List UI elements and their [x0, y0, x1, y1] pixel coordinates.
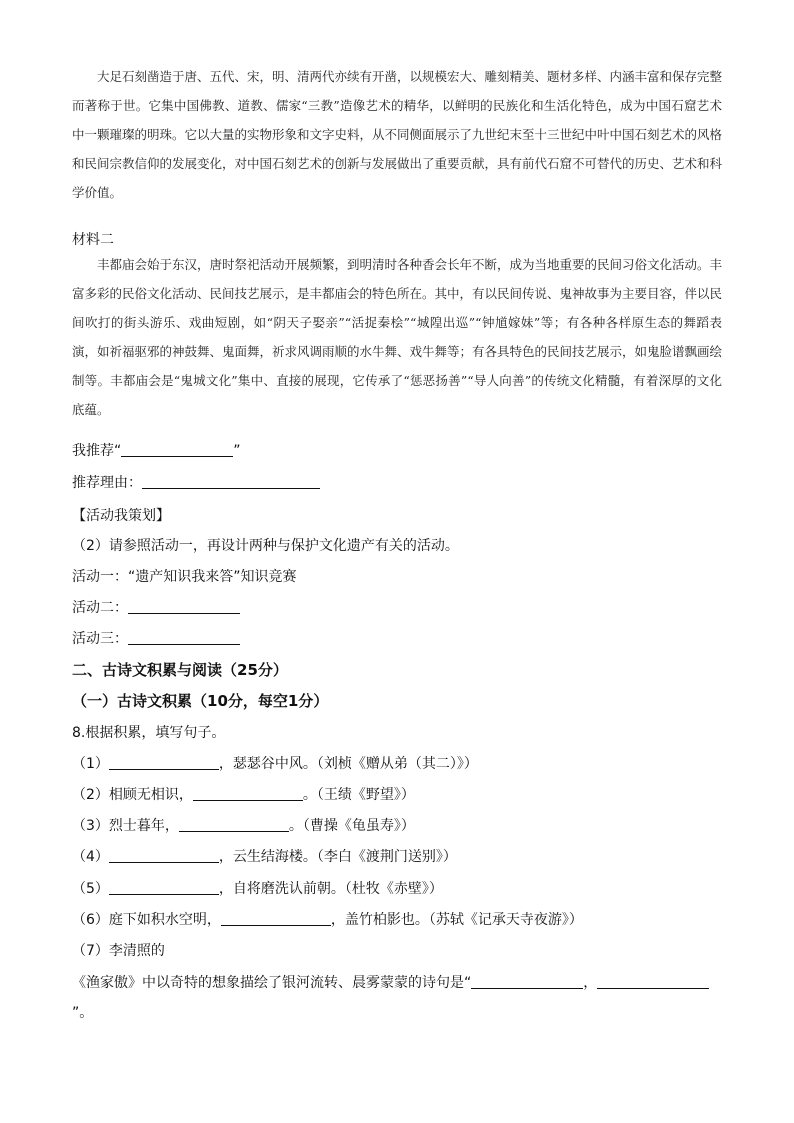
recommend-reason-label: 推荐理由：	[72, 475, 142, 491]
item-2	[72, 785, 415, 805]
item-4-text: ，云生结海楼。（李白《渡荆门送别》）	[218, 849, 457, 865]
section2-subtitle: （一）古诗文积累（10分，每空1分）	[72, 692, 329, 710]
item-3-blank[interactable]	[179, 817, 289, 832]
activity-2-label: 活动二：	[72, 600, 128, 616]
item-7-sep: ，	[583, 975, 598, 991]
recommend-reason-line	[72, 473, 320, 493]
item-5-text: ，自将磨洗认前朝。（杜牧《赤壁》）	[218, 881, 443, 897]
section2-title: 二、古诗文积累与阅读（25分）	[72, 661, 288, 679]
material2-heading: 材料二	[72, 232, 114, 248]
activity-question: （2）请参照活动一，再设计两种与保护文化遗产有关的活动。	[72, 538, 459, 554]
item-3	[72, 816, 415, 836]
item-4	[72, 847, 457, 867]
item-1	[72, 754, 478, 774]
item-7-blank-1[interactable]	[471, 974, 583, 989]
material1-paragraph: 大足石刻凿造于唐、五代、宋，明、清两代亦续有开凿，以规模宏大、雕刻精美、题材多样、内涵丰富和保存完整而著称于世。它集中国佛教、道教、儒家“三教”造像艺术的精华，以鲜明的民族化和生活化特色，成为中国石窟艺术中一颗璀璨的明珠。它以大量的实物形象和文字史料，从不同侧面展示了九世纪末至十三世纪中叶中国石刻艺术的风格和民间宗教信仰的发展变化，对中国石刻艺术的创新与发展做出了重要贡献，具有前代石窟不可替代的历史、艺术和科学价值。	[72, 69, 723, 200]
item-2-pre: （2）相顾无相识，	[72, 787, 193, 803]
item-4-num: （4）	[72, 849, 109, 865]
item-7-b-text: 《渔家傲》中以奇特的想象描绘了银河流转、晨雾蒙蒙的诗句是“	[72, 975, 472, 991]
recommend-answer-blank[interactable]	[121, 442, 233, 457]
activity-2-line	[72, 598, 240, 618]
item-5-blank[interactable]	[109, 880, 219, 895]
item-7-b	[72, 973, 709, 993]
recommend-prefix: 我推荐“	[72, 443, 122, 459]
item-1-text: ，瑟瑟谷中风。（刘桢《赠从弟（其二）》）	[218, 756, 478, 772]
item-6	[72, 910, 583, 930]
item-7-end: ”。	[72, 1005, 94, 1021]
activity-3-label: 活动三：	[72, 631, 128, 647]
item-7-blank-2[interactable]	[597, 974, 709, 989]
item-6-post: ，盖竹柏影也。（苏轼《记承天寺夜游》）	[330, 912, 583, 928]
material2-paragraph: 丰都庙会始于东汉，唐时祭祀活动开展频繁，到明清时各种香会长年不断，成为当地重要的民间习俗文化活动。丰富多彩的民俗文化活动、民间技艺展示，是丰都庙会的特色所在。其中，有以民间传说、鬼神故事为主要目容，伴以民间吹打的街头游乐、戏曲短剧，如“阴天子娶亲”“活捉秦桧”“城隍出巡”“钟馗嫁妹”等；有各种各样原生态的舞蹈表演，如祈福驱邪的神鼓舞、鬼面舞，祈求风调雨顺的水牛舞、戏牛舞等；有各具特色的民间技艺展示，如鬼脸谱飘画绘制等。丰都庙会是“鬼城文化”集中、直接的展现，它传承了“惩恶扬善”“导人向善”的传统文化精髓，有着深厚的文化底蕴。	[72, 257, 723, 417]
activity-2-blank[interactable]	[128, 599, 240, 614]
activity-3-line	[72, 629, 240, 649]
item-5-num: （5）	[72, 881, 109, 897]
activity-3-blank[interactable]	[128, 630, 240, 645]
question-8: 8.根据积累，填写句子。	[72, 725, 226, 741]
item-1-blank[interactable]	[109, 755, 219, 770]
item-2-blank[interactable]	[193, 786, 303, 801]
item-6-blank[interactable]	[221, 911, 331, 926]
item-5	[72, 879, 443, 899]
item-4-blank[interactable]	[109, 848, 219, 863]
recommend-reason-blank[interactable]	[142, 474, 320, 489]
item-3-pre: （3）烈士暮年，	[72, 818, 179, 834]
recommend-suffix: ”	[233, 443, 241, 459]
item-3-post: 。（曹操《龟虽寿》）	[288, 818, 415, 834]
recommend-line	[72, 441, 241, 461]
item-2-post: 。（王绩《野望》）	[302, 787, 415, 803]
activity-heading: 【活动我策划】	[72, 508, 170, 524]
item-1-num: （1）	[72, 756, 109, 772]
item-6-pre: （6）庭下如积水空明，	[72, 912, 221, 928]
item-7-a: （7）李清照的	[72, 943, 165, 959]
activity-1: 活动一：“遗产知识我来答”知识竞赛	[72, 569, 297, 585]
